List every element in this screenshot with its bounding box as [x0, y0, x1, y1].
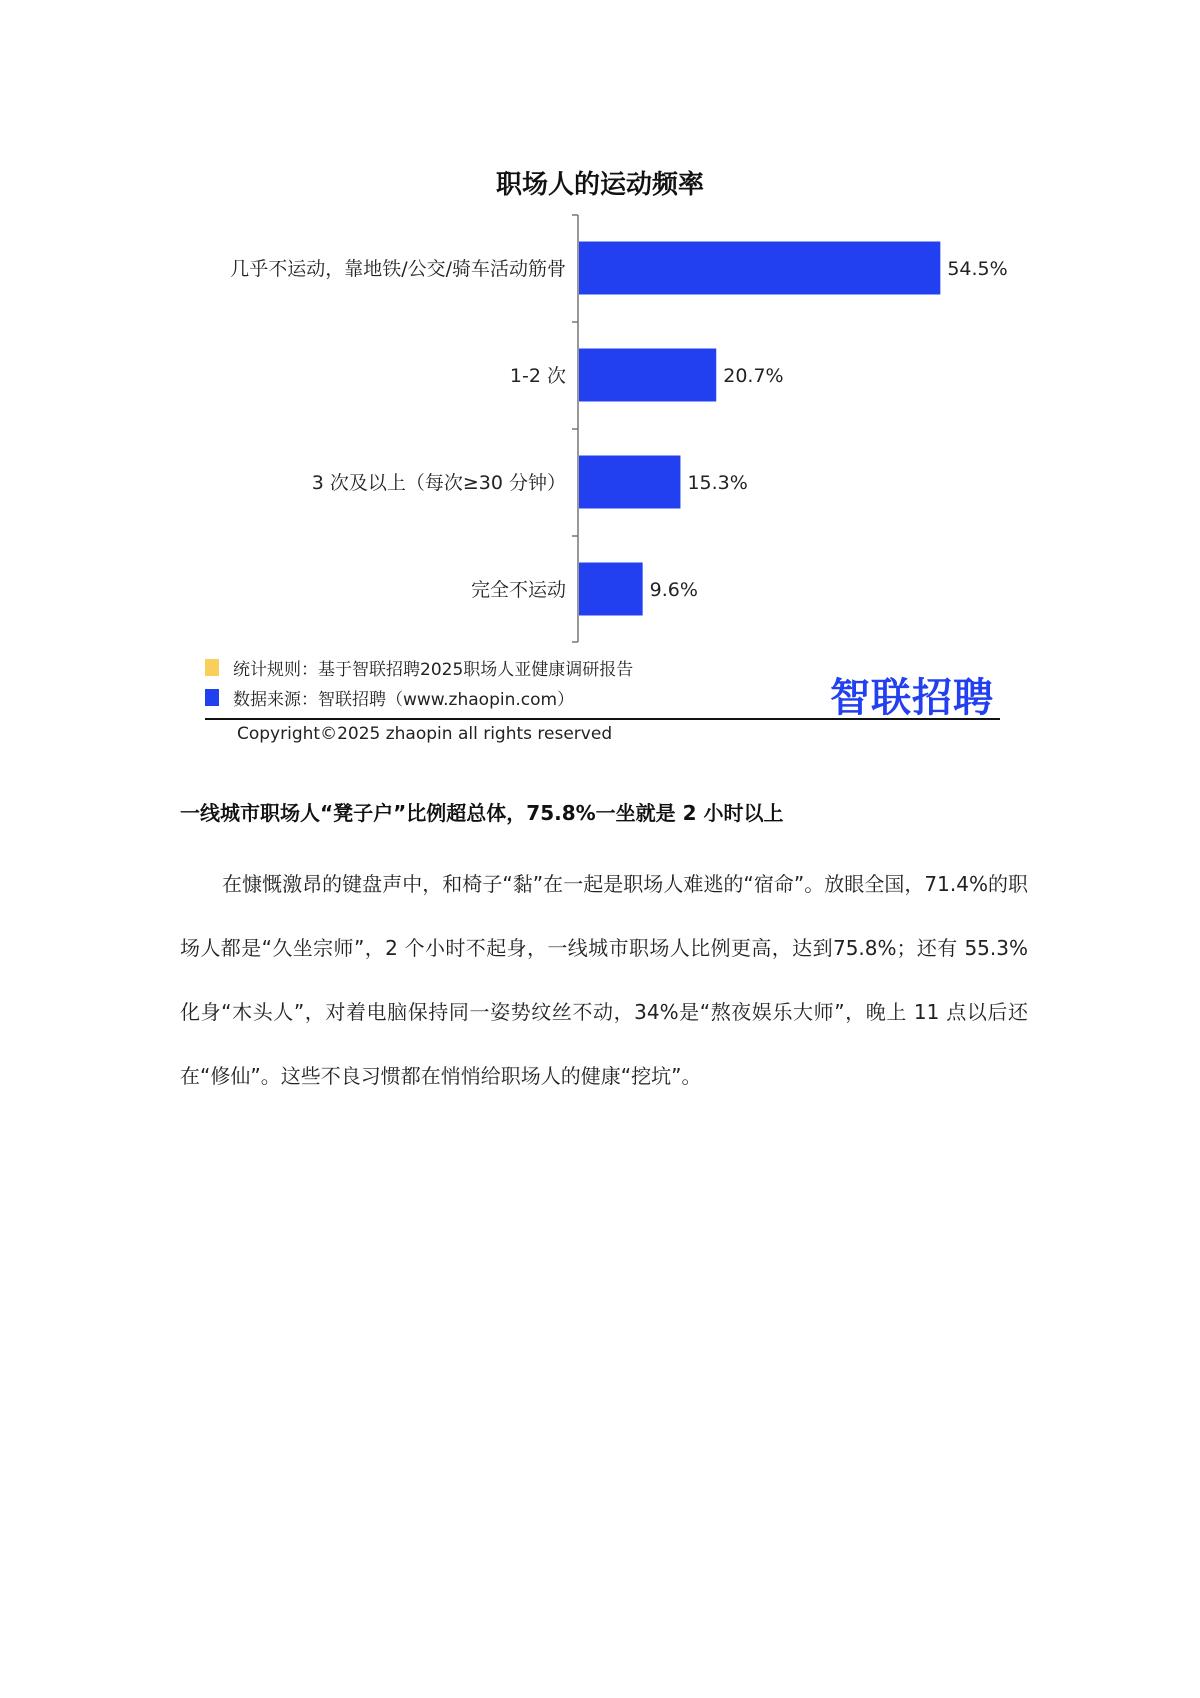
- bar-3: [579, 563, 643, 616]
- chart-title: 职场人的运动频率: [495, 170, 704, 200]
- source-divider: [205, 718, 1000, 720]
- copyright-text: Copyright©2025 zhaopin all rights reserved: [237, 724, 613, 744]
- legend-label-source: 数据来源：智联招聘（www.zhaopin.com）: [233, 689, 575, 710]
- section-heading: 一线城市职场人“凳子户”比例超总体，75.8%一坐就是 2 小时以上: [180, 801, 784, 825]
- category-label-0: 几乎不运动，靠地铁/公交/骑车活动筋骨: [230, 258, 566, 280]
- chart-legend: [205, 652, 633, 712]
- zhaopin-logo: 智联招聘: [830, 675, 994, 721]
- data-label-2: 15.3%: [687, 472, 748, 494]
- category-label-3: 完全不运动: [470, 579, 566, 601]
- body-paragraph: 在慷慨激昂的键盘声中，和椅子“黏”在一起是职场人难逃的“宿命”。放眼全国，71.4%的职场人都是“久坐宗师”，2 个小时不起身，一线城市职场人比例更高，达到75.8%；还有 55.3%化身“木头人”，对着电脑保持同一姿势纹丝不动，34%是“熬夜娱乐大师”，晚上 11 点以后还在“修仙”。这些不良习惯都在悄悄给职场人的健康“挖坑”。: [180, 872, 1028, 1088]
- data-label-0: 54.5%: [947, 258, 1008, 280]
- legend-swatch-blue: [205, 689, 219, 706]
- legend-swatch-yellow: [205, 659, 219, 676]
- legend-label-rule: 统计规则：基于智联招聘2025职场人亚健康调研报告: [233, 659, 634, 680]
- bar-chart: [0, 0, 1200, 720]
- bar-0: [579, 242, 940, 295]
- category-label-2: 3 次及以上（每次≥30 分钟）: [311, 472, 566, 494]
- data-label-3: 9.6%: [649, 579, 698, 601]
- legend-item-rule: [205, 652, 633, 682]
- category-label-1: 1-2 次: [509, 365, 566, 387]
- bar-2: [579, 456, 680, 509]
- legend-item-source: [205, 682, 633, 712]
- data-label-1: 20.7%: [723, 365, 784, 387]
- bar-1: [579, 349, 716, 402]
